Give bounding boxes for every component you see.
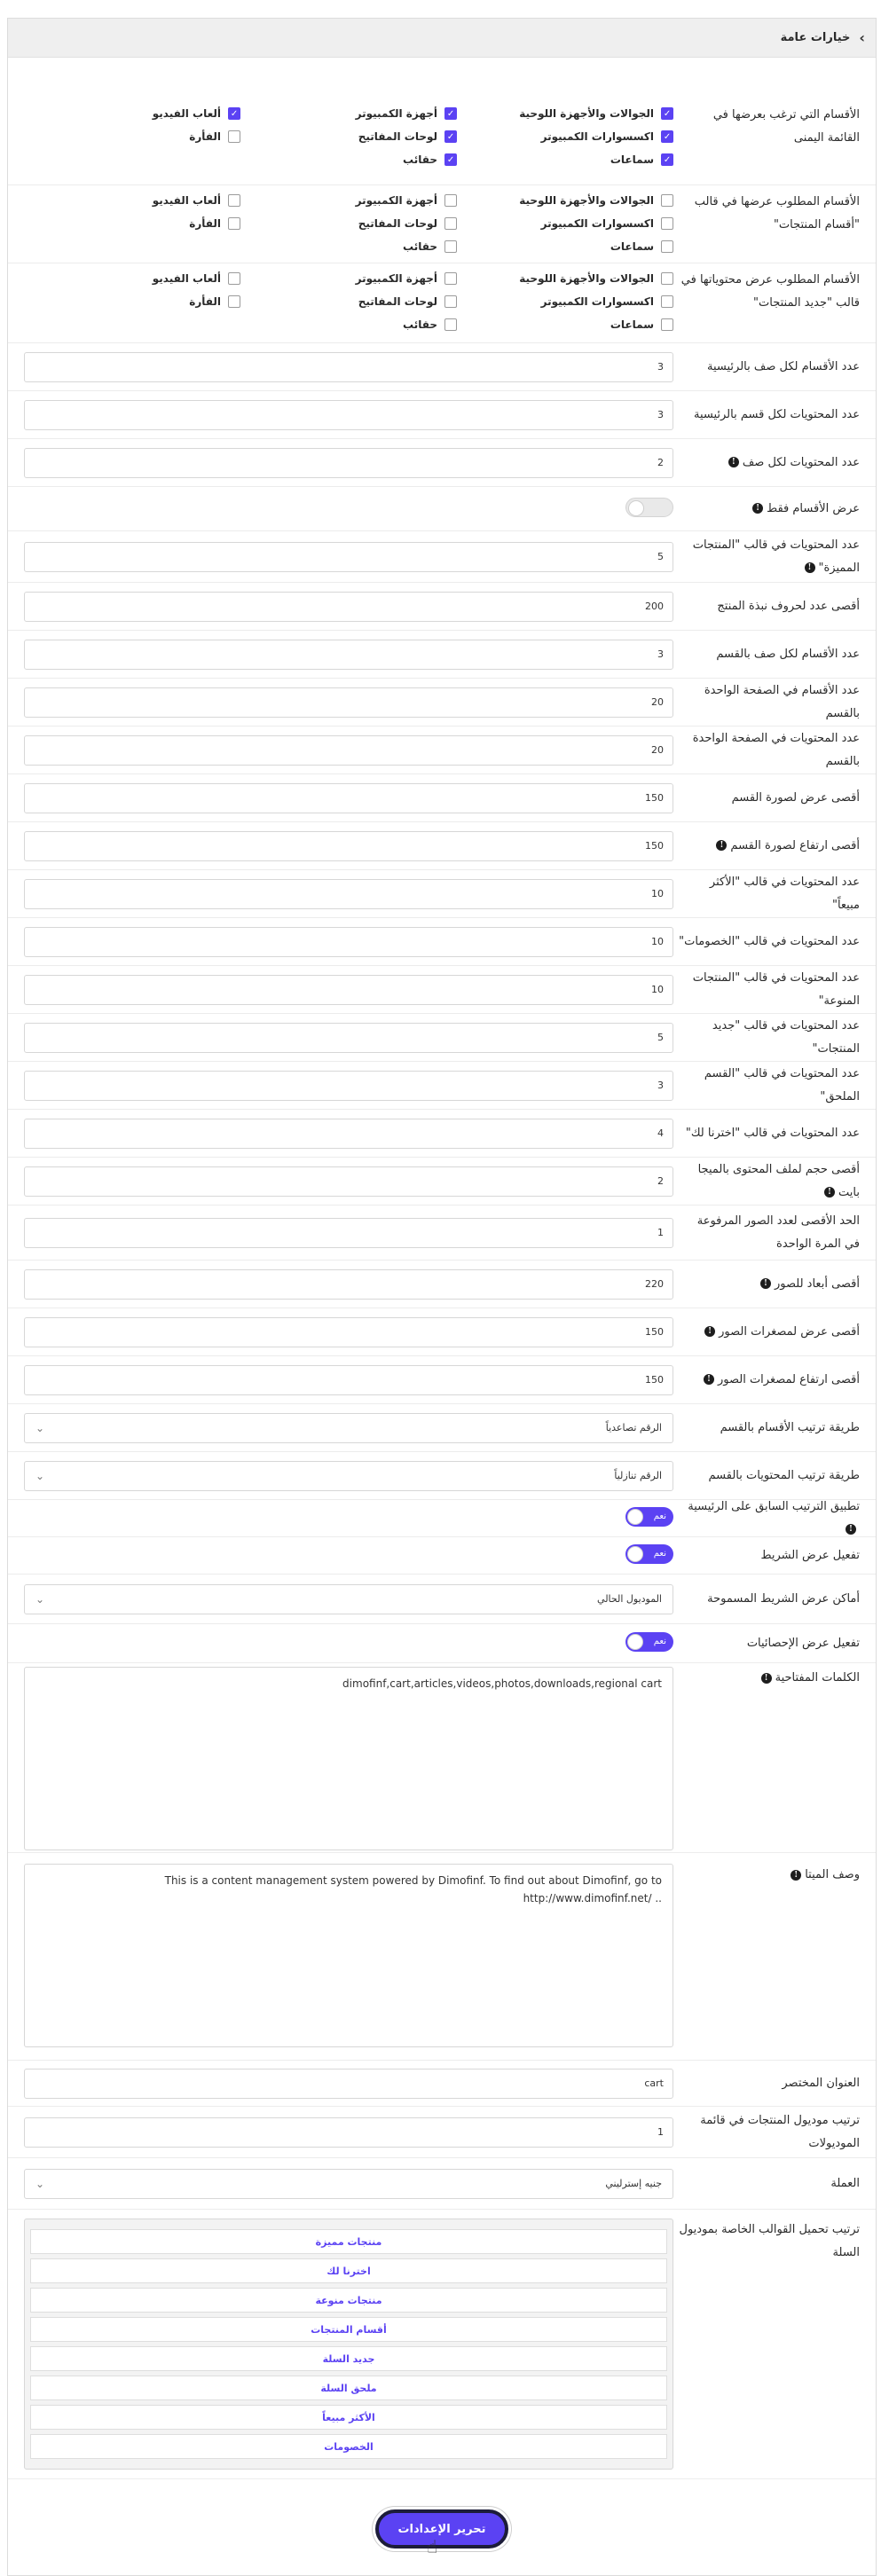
checkbox-empty-icon[interactable] [661, 295, 673, 308]
checkbox-empty-icon[interactable] [228, 194, 240, 207]
info-icon: ! [791, 1870, 801, 1881]
checkbox-label: ألعاب الفيديو [152, 194, 221, 207]
desc-max-chars-input[interactable] [24, 592, 673, 622]
apply-sort-home-row [8, 1500, 876, 1537]
strip-places-label: أماكن عرض الشريط المسموحة [707, 1591, 860, 1606]
checkbox-empty-icon[interactable] [444, 217, 457, 230]
checkbox-label: سماعات [610, 318, 654, 331]
discounts-count-label: عدد المحتويات في قالب "الخصومات" [679, 934, 860, 948]
items-per-page-input[interactable] [24, 735, 673, 766]
new-count-input[interactable] [24, 1023, 673, 1053]
checkbox-checked-icon[interactable]: ✓ [661, 130, 673, 143]
info-icon: ! [761, 1673, 772, 1684]
checkbox-group-row [8, 263, 876, 343]
new-count-label: عدد المحتويات في قالب "جديد المنتجات" [712, 1018, 860, 1056]
checkbox-group-label: الأقسام المطلوب عرضها في قالب "أقسام المنتجات" [694, 195, 860, 232]
currency-label: العملة [830, 2176, 860, 2190]
checkbox-label: الجوالات والأجهزة اللوحية [519, 107, 654, 120]
checkbox-option[interactable] [457, 239, 673, 255]
cats-per-row-home-input[interactable] [24, 352, 673, 382]
checkbox-empty-icon[interactable] [228, 272, 240, 285]
info-icon: ! [728, 457, 739, 467]
checkbox-option[interactable] [240, 192, 457, 208]
discounts-count-input[interactable] [24, 927, 673, 957]
cat-img-height-input[interactable] [24, 831, 673, 861]
checkbox-label: ألعاب الفيديو [152, 272, 221, 285]
checkbox-option[interactable] [457, 152, 673, 168]
desc-max-chars-row [8, 583, 876, 631]
varied-count-row [8, 966, 876, 1014]
cats-only-toggle[interactable] [625, 498, 673, 517]
checkbox-label: الجوالات والأجهزة اللوحية [519, 194, 654, 207]
items-per-cat-home-label: عدد المحتويات لكل قسم بالرئيسية [693, 407, 860, 421]
picked-count-label: عدد المحتويات في قالب "اخترنا لك" [685, 1126, 860, 1140]
checkbox-checked-icon[interactable]: ✓ [661, 107, 673, 120]
strip-places-row [8, 1575, 876, 1624]
info-icon: ! [824, 1187, 835, 1198]
cats-per-page-label: عدد الأقسام في الصفحة الواحدة بالقسم [704, 683, 860, 720]
checkbox-empty-icon[interactable] [661, 272, 673, 285]
checkbox-label: سماعات [610, 240, 654, 253]
checkbox-option[interactable] [24, 106, 240, 122]
hand-cursor-icon: ☝ [427, 2536, 438, 2557]
bestsellers-count-label: عدد المحتويات في قالب "الأكثر مبيعاً" [709, 875, 860, 912]
apply-sort-home-label: تطبيق الترتيب السابق على الرئيسية [688, 1499, 860, 1513]
cats-per-page-input[interactable] [24, 687, 673, 718]
cats-only-label: عرض الأقسام فقط [767, 501, 860, 515]
thumb-height-row [8, 1356, 876, 1404]
info-icon: ! [716, 840, 727, 851]
template-order-item[interactable]: اخترنا لك [30, 2258, 667, 2283]
checkbox-option[interactable] [240, 271, 457, 287]
checkbox-option[interactable] [457, 192, 673, 208]
bestsellers-count-input[interactable] [24, 879, 673, 909]
cats-only-row [8, 487, 876, 531]
info-icon: ! [752, 503, 763, 514]
checkbox-checked-icon[interactable]: ✓ [444, 130, 457, 143]
toggle-knob [628, 500, 644, 516]
cat-img-width-input[interactable] [24, 783, 673, 813]
enable-strip-toggle[interactable]: نعم [625, 1544, 673, 1564]
items-per-cat-home-row [8, 391, 876, 439]
keywords-textarea[interactable]: dimofinf,cart,articles,videos,photos,downloads,regional cart [24, 1667, 673, 1850]
checkbox-empty-icon[interactable] [228, 295, 240, 308]
toggle-knob [627, 1546, 643, 1562]
info-icon: ! [846, 1524, 856, 1535]
short-title-row [8, 2061, 876, 2107]
checkbox-label: الفأرة [189, 295, 221, 308]
max-images-upload-label: الحد الأقصى لعدد الصور المرفوعة في المرة الواحدة [696, 1213, 860, 1251]
info-icon: ! [704, 1374, 714, 1385]
checkbox-group-label: الأقسام التي ترغب بعرضها في القائمة اليمنى [712, 108, 860, 145]
cat-img-height-label: أقصى ارتفاع لصورة القسم [730, 838, 860, 852]
toggle-knob [627, 1509, 643, 1525]
template-order-item[interactable]: الخصومات [30, 2434, 667, 2459]
checkbox-label: الفأرة [189, 130, 221, 143]
checkbox-checked-icon[interactable]: ✓ [228, 107, 240, 120]
featured-count-input[interactable] [24, 542, 673, 572]
checkbox-label: اكسسوارات الكمبيوتر [540, 295, 654, 308]
max-file-mb-row [8, 1158, 876, 1206]
info-icon: ! [760, 1278, 771, 1289]
module-order-row [8, 2107, 876, 2158]
checkbox-option[interactable] [240, 294, 457, 310]
thumb-height-input[interactable] [24, 1365, 673, 1395]
cats-per-row-home-row [8, 343, 876, 391]
checkbox-checked-icon[interactable]: ✓ [444, 107, 457, 120]
checkbox-label: سماعات [610, 153, 654, 166]
cats-per-row-home-label: عدد الأقسام لكل صف بالرئيسية [707, 359, 860, 373]
checkbox-label: ألعاب الفيديو [152, 107, 221, 120]
attached-count-label: عدد المحتويات في قالب "القسم الملحق" [704, 1066, 860, 1103]
enable-strip-label: تفعيل عرض الشريط [760, 1548, 860, 1562]
new-count-row [8, 1014, 876, 1062]
enable-strip-row [8, 1537, 876, 1575]
attached-count-row [8, 1062, 876, 1110]
bestsellers-count-row [8, 870, 876, 918]
checkbox-option[interactable] [24, 271, 240, 287]
template-order-item[interactable]: منتجات منوعة [30, 2288, 667, 2313]
checkbox-label: أجهزة الكمبيوتر [355, 272, 437, 285]
checkbox-option[interactable] [24, 294, 240, 310]
items-per-row-row [8, 439, 876, 487]
discounts-count-row [8, 918, 876, 966]
cats-per-row-cat-row [8, 631, 876, 679]
currency-select[interactable]: جنيه إسترليني ⌄ [24, 2169, 673, 2199]
template-order-item[interactable]: الأكثر مبيعاً [30, 2405, 667, 2430]
checkbox-label: حقائب [403, 153, 437, 166]
max-img-dim-row [8, 1261, 876, 1308]
template-order-item[interactable]: أقسام المنتجات [30, 2317, 667, 2342]
checkbox-empty-icon[interactable] [228, 217, 240, 230]
checkbox-label: اكسسوارات الكمبيوتر [540, 217, 654, 230]
checkbox-option[interactable] [457, 106, 673, 122]
apply-sort-home-toggle[interactable]: نعم [625, 1507, 673, 1527]
checkbox-group-row [8, 185, 876, 263]
checkbox-label: اكسسوارات الكمبيوتر [540, 130, 654, 143]
attached-count-input[interactable] [24, 1071, 673, 1101]
cats-per-row-cat-input[interactable] [24, 640, 673, 670]
varied-count-label: عدد المحتويات في قالب "المنتجات المنوعة" [692, 970, 860, 1008]
chevron-down-icon: ⌄ [35, 1421, 45, 1434]
checkbox-empty-icon[interactable] [661, 240, 673, 253]
checkbox-group-row [8, 98, 876, 185]
items-per-row-label: عدد المحتويات لكل صف [742, 455, 860, 469]
featured-count-label: عدد المحتويات في قالب "المنتجات المميزة" [692, 538, 860, 575]
checkbox-option[interactable] [457, 294, 673, 310]
max-file-mb-label: أقصى حجم لملف المحتوى بالميجا بايت [697, 1162, 860, 1199]
featured-count-row [8, 531, 876, 583]
items-per-page-label: عدد المحتويات في الصفحة الواحدة بالقسم [692, 731, 860, 768]
info-icon: ! [704, 1326, 715, 1337]
checkbox-label: أجهزة الكمبيوتر [355, 107, 437, 120]
checkbox-option[interactable] [240, 152, 457, 168]
checkbox-label: الجوالات والأجهزة اللوحية [519, 272, 654, 285]
module-order-label: ترتيب موديول المنتجات في قائمة الموديولات [700, 2113, 860, 2150]
templates-order-label: ترتيب تحميل القوالب الخاصة بموديول السلة [679, 2223, 860, 2259]
checkbox-empty-icon[interactable] [444, 240, 457, 253]
checkbox-option[interactable] [240, 106, 457, 122]
picked-count-input[interactable] [24, 1119, 673, 1149]
checkbox-empty-icon[interactable] [228, 130, 240, 143]
keywords-row [8, 1663, 876, 1853]
varied-count-input[interactable] [24, 975, 673, 1005]
submit-settings-button[interactable]: تحرير الإعدادات ☝ [375, 2509, 508, 2549]
checkbox-option[interactable] [24, 216, 240, 232]
checkbox-option[interactable] [240, 239, 457, 255]
template-order-item[interactable]: منتجات مميزة [30, 2229, 667, 2254]
checkbox-checked-icon[interactable]: ✓ [444, 153, 457, 166]
thumb-height-label: أقصى ارتفاع لمصغرات الصور [717, 1372, 860, 1386]
cat-img-width-row [8, 774, 876, 822]
settings-panel [7, 18, 877, 2576]
cat-img-width-label: أقصى عرض لصورة القسم [731, 790, 860, 805]
items-per-page-row [8, 726, 876, 774]
checkbox-option[interactable] [457, 317, 673, 333]
chevron-right-icon: › [859, 28, 865, 46]
keywords-label: الكلمات المفتاحية [775, 1671, 860, 1685]
panel-title: خيارات عامة [780, 31, 851, 44]
cats-sort-label: طريقة ترتيب الأقسام بالقسم [720, 1420, 860, 1434]
picked-count-row [8, 1110, 876, 1158]
enable-stats-toggle[interactable]: نعم [625, 1632, 673, 1652]
checkbox-group-label: الأقسام المطلوب عرض محتوياتها في قالب "جديد المنتجات" [680, 273, 860, 310]
items-per-cat-home-input[interactable] [24, 400, 673, 430]
templates-order-list [24, 2219, 673, 2470]
meta-desc-textarea[interactable]: This is a content management system powered by Dimofinf. To find out about Dimofinf, go to http://www.dimofinf.net/ .. [24, 1864, 673, 2047]
thumb-width-label: أقصى عرض لمصغرات الصور [719, 1324, 860, 1339]
template-order-item[interactable]: ملحق السلة [30, 2376, 667, 2400]
checkbox-option[interactable] [24, 192, 240, 208]
toggle-knob [627, 1634, 643, 1650]
thumb-width-row [8, 1308, 876, 1356]
max-img-dim-label: أقصى أبعاد للصور [775, 1276, 860, 1291]
enable-stats-label: تفعيل عرض الإحصائيات [746, 1636, 860, 1650]
checkbox-label: حقائب [403, 318, 437, 331]
max-images-upload-row [8, 1206, 876, 1261]
short-title-input[interactable] [24, 2069, 673, 2099]
templates-order-row [8, 2210, 876, 2479]
items-per-row-input[interactable] [24, 448, 673, 478]
checkbox-empty-icon[interactable] [661, 194, 673, 207]
checkbox-label: أجهزة الكمبيوتر [355, 194, 437, 207]
chevron-down-icon: ⌄ [35, 1469, 45, 1482]
checkbox-option[interactable] [457, 129, 673, 145]
thumb-width-input[interactable] [24, 1317, 673, 1347]
short-title-label: العنوان المختصر [782, 2076, 860, 2090]
checkbox-option[interactable] [240, 216, 457, 232]
checkbox-empty-icon[interactable] [661, 217, 673, 230]
meta-desc-label: وصف الميتا [805, 1868, 860, 1881]
checkbox-option[interactable] [240, 129, 457, 145]
checkbox-option[interactable] [457, 216, 673, 232]
checkbox-empty-icon[interactable] [444, 272, 457, 285]
checkbox-checked-icon[interactable]: ✓ [661, 153, 673, 166]
enable-stats-row [8, 1624, 876, 1663]
module-order-input[interactable] [24, 2117, 673, 2148]
chevron-down-icon: ⌄ [35, 1592, 45, 1606]
desc-max-chars-label: أقصى عدد لحروف نبذة المنتج [717, 599, 860, 613]
strip-places-select[interactable]: الموديول الحالي ⌄ [24, 1584, 673, 1614]
checkbox-empty-icon[interactable] [444, 194, 457, 207]
checkbox-label: لوحات المفاتيح [358, 217, 437, 230]
meta-desc-row [8, 1853, 876, 2061]
currency-row [8, 2158, 876, 2210]
template-order-item[interactable]: جديد السلة [30, 2346, 667, 2371]
checkbox-empty-icon[interactable] [661, 318, 673, 331]
checkbox-empty-icon[interactable] [444, 295, 457, 308]
panel-header[interactable] [8, 19, 876, 58]
chevron-down-icon: ⌄ [35, 2177, 45, 2190]
items-sort-label: طريقة ترتيب المحتويات بالقسم [708, 1468, 860, 1482]
max-images-upload-input[interactable] [24, 1218, 673, 1248]
cats-sort-select[interactable]: الرقم تصاعدياً ⌄ [24, 1413, 673, 1443]
checkbox-label: لوحات المفاتيح [358, 295, 437, 308]
items-sort-row [8, 1452, 876, 1500]
checkbox-option[interactable] [24, 129, 240, 145]
checkbox-option[interactable] [457, 271, 673, 287]
max-img-dim-input[interactable] [24, 1269, 673, 1300]
info-icon: ! [805, 562, 815, 573]
checkbox-label: حقائب [403, 240, 437, 253]
cats-per-row-cat-label: عدد الأقسام لكل صف بالقسم [716, 647, 860, 661]
checkbox-empty-icon[interactable] [444, 318, 457, 331]
checkbox-label: لوحات المفاتيح [358, 130, 437, 143]
cats-per-page-row [8, 679, 876, 726]
cats-sort-row [8, 1404, 876, 1452]
checkbox-label: الفأرة [189, 217, 221, 230]
checkbox-option[interactable] [240, 317, 457, 333]
items-sort-select[interactable]: الرقم تنازلياً ⌄ [24, 1461, 673, 1491]
max-file-mb-input[interactable] [24, 1166, 673, 1197]
cat-img-height-row [8, 822, 876, 870]
